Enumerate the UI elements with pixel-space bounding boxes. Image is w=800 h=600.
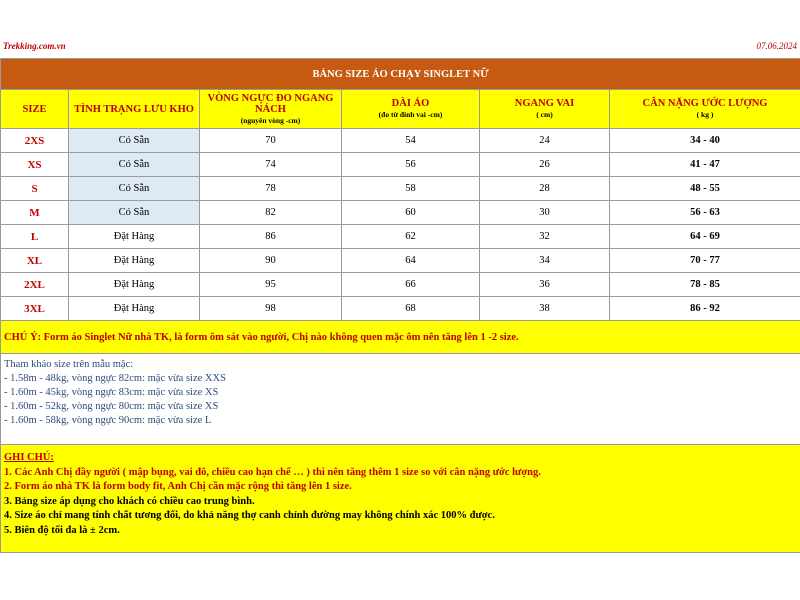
size-cell: XS <box>1 153 69 177</box>
length-cell: 68 <box>342 297 480 321</box>
col-header-chest: VÒNG NGỰC ĐO NGANG NÁCH (nguyên vòng -cm) <box>200 90 342 129</box>
sheet-header <box>0 38 800 58</box>
size-table <box>0 58 800 553</box>
stock-cell: Có Sẵn <box>69 129 200 153</box>
size-cell: 2XL <box>1 273 69 297</box>
shoulder-cell: 30 <box>480 201 610 225</box>
weight-cell: 48 - 55 <box>610 177 800 201</box>
length-cell: 62 <box>342 225 480 249</box>
size-cell: 3XL <box>1 297 69 321</box>
shoulder-cell: 34 <box>480 249 610 273</box>
warning-row <box>1 321 800 354</box>
weight-cell: 41 - 47 <box>610 153 800 177</box>
size-cell: S <box>1 177 69 201</box>
size-cell: M <box>1 201 69 225</box>
reference-title: Tham khảo size trên mẫu mặc: <box>4 359 134 370</box>
reference-row <box>1 354 800 445</box>
col-header-length: DÀI ÁO (đo từ đỉnh vai -cm) <box>342 90 480 129</box>
stock-cell: Đặt Hàng <box>69 249 200 273</box>
table-row <box>1 225 800 249</box>
notes-box <box>1 445 800 553</box>
stock-cell: Đặt Hàng <box>69 225 200 249</box>
size-cell: L <box>1 225 69 249</box>
chest-cell: 90 <box>200 249 342 273</box>
header-row <box>1 90 800 129</box>
table-row <box>1 129 800 153</box>
weight-cell: 64 - 69 <box>610 225 800 249</box>
table-row <box>1 201 800 225</box>
length-cell: 58 <box>342 177 480 201</box>
stock-cell: Đặt Hàng <box>69 273 200 297</box>
note-item: 2. Form áo nhà TK là form body fit, Anh Chị cần mặc rộng thì tăng lên 1 size. <box>4 481 352 492</box>
shoulder-cell: 32 <box>480 225 610 249</box>
notes-title: GHI CHÚ: <box>4 452 54 463</box>
length-cell: 60 <box>342 201 480 225</box>
shoulder-cell: 28 <box>480 177 610 201</box>
note-item: 1. Các Anh Chị đầy người ( mập bụng, vai đô, chiều cao hạn chế … ) thì nên tăng thêm 1 size so với cân nặng ước lượng. <box>4 466 541 478</box>
size-cell: 2XS <box>1 129 69 153</box>
chest-cell: 78 <box>200 177 342 201</box>
site-name: Trekking.com.vn <box>3 41 66 51</box>
chest-cell: 74 <box>200 153 342 177</box>
chest-cell: 95 <box>200 273 342 297</box>
shoulder-cell: 24 <box>480 129 610 153</box>
weight-cell: 86 - 92 <box>610 297 800 321</box>
table-row <box>1 153 800 177</box>
size-cell: XL <box>1 249 69 273</box>
fit-warning: CHÚ Ý: Form áo Singlet Nữ nhà TK, là form ôm sát vào người, Chị nào không quen mặc ôm nên tăng lên 1 -2 size. <box>1 321 800 354</box>
chest-cell: 70 <box>200 129 342 153</box>
weight-cell: 56 - 63 <box>610 201 800 225</box>
reference-item: - 1.58m - 48kg, vòng ngực 82cm: mặc vừa size XXS <box>4 373 226 384</box>
note-item: 5. Biên độ tối đa là ± 2cm. <box>4 524 120 536</box>
table-row <box>1 177 800 201</box>
shoulder-cell: 38 <box>480 297 610 321</box>
title-row <box>1 59 800 90</box>
chest-cell: 98 <box>200 297 342 321</box>
length-cell: 64 <box>342 249 480 273</box>
table-row <box>1 297 800 321</box>
stock-cell: Có Sẵn <box>69 177 200 201</box>
length-cell: 66 <box>342 273 480 297</box>
table-row <box>1 273 800 297</box>
col-header-stock: TÌNH TRẠNG LƯU KHO <box>69 90 200 129</box>
note-item: 4. Size áo chỉ mang tính chất tương đối, do khả năng thợ canh chỉnh đường may không chính xác 100% được. <box>4 510 495 521</box>
shoulder-cell: 36 <box>480 273 610 297</box>
length-cell: 54 <box>342 129 480 153</box>
size-chart-sheet <box>0 58 800 553</box>
table-row <box>1 249 800 273</box>
col-header-weight: CÂN NẶNG ƯỚC LƯỢNG ( kg ) <box>610 90 800 129</box>
reference-item: - 1.60m - 52kg, vòng ngực 80cm: mặc vừa size XS <box>4 401 219 412</box>
stock-cell: Đặt Hàng <box>69 297 200 321</box>
table-title: BẢNG SIZE ÁO CHẠY SINGLET NỮ <box>1 59 800 90</box>
reference-item: - 1.60m - 45kg, vòng ngực 83cm: mặc vừa size XS <box>4 387 219 398</box>
col-header-shoulder: NGANG VAI ( cm) <box>480 90 610 129</box>
chest-cell: 86 <box>200 225 342 249</box>
notes-row <box>1 445 800 553</box>
stock-cell: Có Sẵn <box>69 201 200 225</box>
weight-cell: 78 - 85 <box>610 273 800 297</box>
model-reference <box>1 354 800 445</box>
weight-cell: 34 - 40 <box>610 129 800 153</box>
date-label: 07.06.2024 <box>756 41 797 51</box>
weight-cell: 70 - 77 <box>610 249 800 273</box>
length-cell: 56 <box>342 153 480 177</box>
shoulder-cell: 26 <box>480 153 610 177</box>
chest-cell: 82 <box>200 201 342 225</box>
note-item: 3. Bảng size áp dụng cho khách có chiều cao trung bình. <box>4 495 255 507</box>
col-header-size: SIZE <box>1 90 69 129</box>
stock-cell: Có Sẵn <box>69 153 200 177</box>
reference-item: - 1.60m - 58kg, vòng ngực 90cm: mặc vừa size L <box>4 415 212 426</box>
